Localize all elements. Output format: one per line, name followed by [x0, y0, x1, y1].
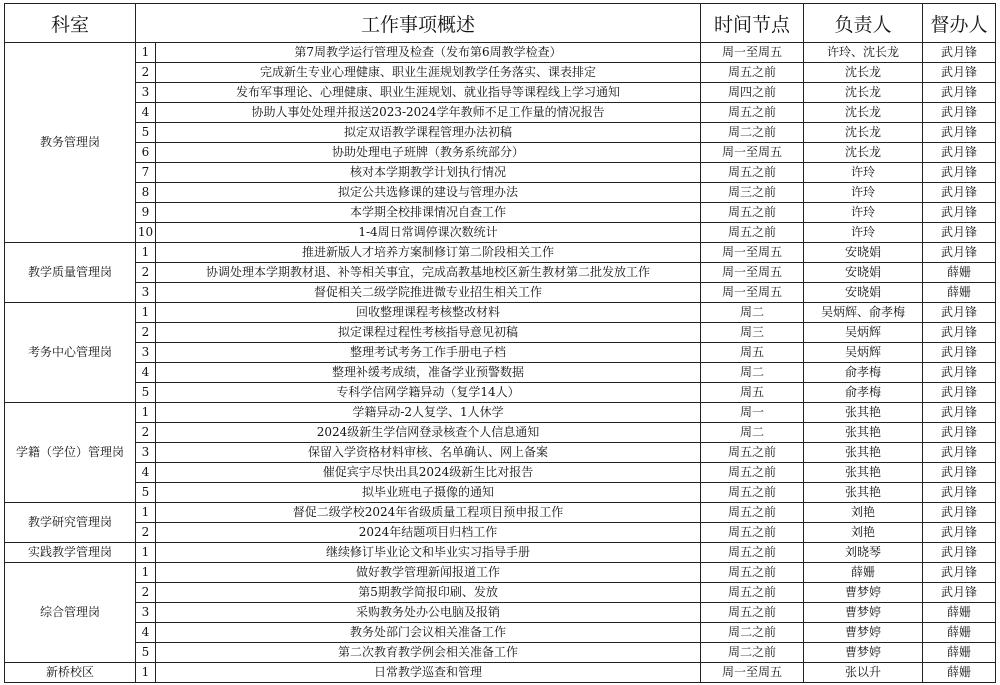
task-deadline: 周五: [701, 343, 804, 363]
task-supervisor: 薛姗: [923, 643, 996, 663]
task-owner: 安晓娟: [804, 243, 923, 263]
task-number: 1: [136, 243, 156, 263]
task-deadline: 周五之前: [701, 163, 804, 183]
table-row: [5, 403, 996, 423]
task-number: 5: [136, 643, 156, 663]
table-row: [5, 203, 996, 223]
department-name: 考务中心管理岗: [5, 303, 136, 403]
task-supervisor: 薛姗: [923, 283, 996, 303]
task-deadline: 周二之前: [701, 623, 804, 643]
task-deadline: 周一至周五: [701, 143, 804, 163]
task-deadline: 周五之前: [701, 543, 804, 563]
table-row: [5, 243, 996, 263]
task-owner: 许玲: [804, 183, 923, 203]
task-deadline: 周五之前: [701, 503, 804, 523]
task-supervisor: 武月锋: [923, 343, 996, 363]
table-row: [5, 463, 996, 483]
task-description: 日常教学巡查和管理: [156, 663, 701, 683]
task-description: 第5期教学简报印刷、发放: [156, 583, 701, 603]
task-owner: 刘晓琴: [804, 543, 923, 563]
task-description: 发布军事理论、心理健康、职业生涯规划、就业指导等课程线上学习通知: [156, 83, 701, 103]
task-supervisor: 武月锋: [923, 483, 996, 503]
task-owner: 沈长龙: [804, 103, 923, 123]
task-deadline: 周五之前: [701, 63, 804, 83]
header-time: 时间节点: [701, 4, 804, 43]
task-owner: 曹梦婷: [804, 623, 923, 643]
task-supervisor: 武月锋: [923, 563, 996, 583]
task-number: 5: [136, 123, 156, 143]
table-row: [5, 383, 996, 403]
department-name: 教学质量管理岗: [5, 243, 136, 303]
task-number: 2: [136, 323, 156, 343]
task-owner: 张其艳: [804, 443, 923, 463]
task-description: 教务处部门会议相关准备工作: [156, 623, 701, 643]
task-number: 7: [136, 163, 156, 183]
header-owner: 负责人: [804, 4, 923, 43]
task-owner: 沈长龙: [804, 83, 923, 103]
table-row: [5, 63, 996, 83]
task-deadline: 周二之前: [701, 643, 804, 663]
task-supervisor: 武月锋: [923, 223, 996, 243]
task-number: 5: [136, 383, 156, 403]
task-description: 推进新版人才培养方案制修订第二阶段相关工作: [156, 243, 701, 263]
task-description: 做好教学管理新闻报道工作: [156, 563, 701, 583]
task-owner: 许玲: [804, 163, 923, 183]
task-description: 第二次教育教学例会相关准备工作: [156, 643, 701, 663]
task-supervisor: 薛姗: [923, 623, 996, 643]
task-owner: 安晓娟: [804, 263, 923, 283]
task-supervisor: 武月锋: [923, 583, 996, 603]
task-number: 3: [136, 83, 156, 103]
task-description: 督促二级学校2024年省级质量工程项目预申报工作: [156, 503, 701, 523]
task-number: 2: [136, 523, 156, 543]
task-description: 保留入学资格材料审核、名单确认、网上备案: [156, 443, 701, 463]
task-owner: 俞孝梅: [804, 363, 923, 383]
task-description: 回收整理课程考核整改材料: [156, 303, 701, 323]
task-deadline: 周四之前: [701, 83, 804, 103]
task-supervisor: 武月锋: [923, 503, 996, 523]
table-row: [5, 443, 996, 463]
task-supervisor: 薛姗: [923, 603, 996, 623]
table-row: [5, 123, 996, 143]
task-supervisor: 武月锋: [923, 183, 996, 203]
task-description: 整理补缓考成绩，准备学业预警数据: [156, 363, 701, 383]
task-description: 本学期全校排课情况自查工作: [156, 203, 701, 223]
task-number: 2: [136, 263, 156, 283]
task-owner: 张其艳: [804, 463, 923, 483]
task-description: 1-4周日常调停课次数统计: [156, 223, 701, 243]
task-deadline: 周二: [701, 423, 804, 443]
table-row: [5, 583, 996, 603]
task-supervisor: 武月锋: [923, 383, 996, 403]
table-row: [5, 303, 996, 323]
task-description: 学籍异动-2人复学、1人休学: [156, 403, 701, 423]
department-name: 教务管理岗: [5, 43, 136, 243]
task-deadline: 周一至周五: [701, 663, 804, 683]
task-supervisor: 武月锋: [923, 443, 996, 463]
task-number: 1: [136, 543, 156, 563]
task-supervisor: 武月锋: [923, 103, 996, 123]
task-number: 1: [136, 503, 156, 523]
task-description: 2024年结题项目归档工作: [156, 523, 701, 543]
task-owner: 张其艳: [804, 483, 923, 503]
task-description: 拟定课程过程性考核指导意见初稿: [156, 323, 701, 343]
task-number: 1: [136, 663, 156, 683]
task-supervisor: 武月锋: [923, 463, 996, 483]
task-owner: 刘艳: [804, 523, 923, 543]
task-number: 1: [136, 43, 156, 63]
table-row: [5, 183, 996, 203]
task-description: 整理考试考务工作手册电子档: [156, 343, 701, 363]
task-description: 拟定双语教学课程管理办法初稿: [156, 123, 701, 143]
task-number: 3: [136, 443, 156, 463]
task-owner: 吴炳辉: [804, 323, 923, 343]
table-row: [5, 623, 996, 643]
table-row: [5, 543, 996, 563]
task-description: 拟毕业班电子摄像的通知: [156, 483, 701, 503]
department-name: 综合管理岗: [5, 563, 136, 663]
department-name: 教学研究管理岗: [5, 503, 136, 543]
task-supervisor: 武月锋: [923, 523, 996, 543]
task-description: 继续修订毕业论文和毕业实习指导手册: [156, 543, 701, 563]
task-deadline: 周三: [701, 323, 804, 343]
task-supervisor: 薛姗: [923, 663, 996, 683]
task-owner: 刘艳: [804, 503, 923, 523]
task-supervisor: 武月锋: [923, 63, 996, 83]
task-number: 2: [136, 423, 156, 443]
table-body: [5, 43, 996, 683]
task-supervisor: 武月锋: [923, 363, 996, 383]
table-row: [5, 483, 996, 503]
task-supervisor: 武月锋: [923, 143, 996, 163]
task-deadline: 周五之前: [701, 103, 804, 123]
task-supervisor: 武月锋: [923, 43, 996, 63]
task-number: 4: [136, 623, 156, 643]
task-number: 4: [136, 363, 156, 383]
task-description: 协调处理本学期教材退、补等相关事宜，完成高教基地校区新生教材第二批发放工作: [156, 263, 701, 283]
task-deadline: 周一至周五: [701, 243, 804, 263]
task-number: 1: [136, 563, 156, 583]
task-description: 协助人事处处理并报送2023-2024学年教师不足工作量的情况报告: [156, 103, 701, 123]
task-description: 2024级新生学信网登录核查个人信息通知: [156, 423, 701, 443]
task-owner: 沈长龙: [804, 63, 923, 83]
task-number: 1: [136, 403, 156, 423]
task-description: 协助处理电子班牌（教务系统部分）: [156, 143, 701, 163]
task-deadline: 周二之前: [701, 123, 804, 143]
task-owner: 张其艳: [804, 403, 923, 423]
task-supervisor: 薛姗: [923, 263, 996, 283]
task-deadline: 周一至周五: [701, 43, 804, 63]
task-description: 专科学信网学籍异动（复学14人）: [156, 383, 701, 403]
task-owner: 薛姗: [804, 563, 923, 583]
header-row: [5, 4, 996, 43]
task-description: 采购教务处办公电脑及报销: [156, 603, 701, 623]
table-row: [5, 223, 996, 243]
task-description: 核对本学期教学计划执行情况: [156, 163, 701, 183]
task-supervisor: 武月锋: [923, 403, 996, 423]
task-deadline: 周五之前: [701, 203, 804, 223]
task-deadline: 周一: [701, 403, 804, 423]
task-supervisor: 武月锋: [923, 423, 996, 443]
task-number: 6: [136, 143, 156, 163]
task-number: 5: [136, 483, 156, 503]
task-number: 8: [136, 183, 156, 203]
task-owner: 许玲、沈长龙: [804, 43, 923, 63]
task-supervisor: 武月锋: [923, 123, 996, 143]
task-deadline: 周二: [701, 363, 804, 383]
task-owner: 曹梦婷: [804, 583, 923, 603]
task-owner: 张以升: [804, 663, 923, 683]
task-number: 1: [136, 303, 156, 323]
table-row: [5, 643, 996, 663]
task-deadline: 周一至周五: [701, 283, 804, 303]
table-row: [5, 263, 996, 283]
task-number: 2: [136, 63, 156, 83]
task-owner: 曹梦婷: [804, 603, 923, 623]
task-supervisor: 武月锋: [923, 163, 996, 183]
header-supervisor: 督办人: [923, 4, 996, 43]
task-owner: 曹梦婷: [804, 643, 923, 663]
table-row: [5, 563, 996, 583]
header-task: 工作事项概述: [136, 4, 701, 43]
task-supervisor: 武月锋: [923, 243, 996, 263]
task-owner: 沈长龙: [804, 123, 923, 143]
task-number: 3: [136, 283, 156, 303]
table-row: [5, 163, 996, 183]
task-deadline: 周五: [701, 383, 804, 403]
table-row: [5, 363, 996, 383]
task-description: 第7周教学运行管理及检查（发布第6周教学检查）: [156, 43, 701, 63]
task-deadline: 周五之前: [701, 223, 804, 243]
task-number: 9: [136, 203, 156, 223]
table-row: [5, 503, 996, 523]
department-name: 学籍（学位）管理岗: [5, 403, 136, 503]
task-deadline: 周二: [701, 303, 804, 323]
task-owner: 许玲: [804, 203, 923, 223]
table-row: [5, 83, 996, 103]
task-owner: 许玲: [804, 223, 923, 243]
task-number: 2: [136, 583, 156, 603]
task-deadline: 周五之前: [701, 523, 804, 543]
work-schedule-table: [4, 3, 996, 683]
task-supervisor: 武月锋: [923, 203, 996, 223]
task-deadline: 周五之前: [701, 603, 804, 623]
task-description: 拟定公共选修课的建设与管理办法: [156, 183, 701, 203]
task-deadline: 周五之前: [701, 563, 804, 583]
task-number: 3: [136, 603, 156, 623]
task-deadline: 周五之前: [701, 463, 804, 483]
department-name: 新桥校区: [5, 663, 136, 683]
table-row: [5, 43, 996, 63]
task-deadline: 周三之前: [701, 183, 804, 203]
task-owner: 安晓娟: [804, 283, 923, 303]
task-deadline: 周一至周五: [701, 263, 804, 283]
task-deadline: 周五之前: [701, 583, 804, 603]
task-deadline: 周五之前: [701, 443, 804, 463]
task-owner: 俞孝梅: [804, 383, 923, 403]
task-supervisor: 武月锋: [923, 323, 996, 343]
table-row: [5, 283, 996, 303]
task-owner: 张其艳: [804, 423, 923, 443]
table-row: [5, 103, 996, 123]
table-row: [5, 143, 996, 163]
task-supervisor: 武月锋: [923, 83, 996, 103]
task-description: 督促相关二级学院推进微专业招生相关工作: [156, 283, 701, 303]
task-number: 10: [136, 223, 156, 243]
table-row: [5, 323, 996, 343]
table-row: [5, 523, 996, 543]
table-row: [5, 663, 996, 683]
task-description: 完成新生专业心理健康、职业生涯规划教学任务落实、课表排定: [156, 63, 701, 83]
task-number: 4: [136, 463, 156, 483]
table-row: [5, 343, 996, 363]
task-number: 4: [136, 103, 156, 123]
table-row: [5, 603, 996, 623]
task-owner: 吴炳辉、俞孝梅: [804, 303, 923, 323]
task-owner: 吴炳辉: [804, 343, 923, 363]
department-name: 实践教学管理岗: [5, 543, 136, 563]
task-owner: 沈长龙: [804, 143, 923, 163]
task-supervisor: 武月锋: [923, 303, 996, 323]
table-row: [5, 423, 996, 443]
task-number: 3: [136, 343, 156, 363]
header-dept: 科室: [5, 4, 136, 43]
task-deadline: 周五之前: [701, 483, 804, 503]
task-supervisor: 武月锋: [923, 543, 996, 563]
task-description: 催促宾宇尽快出具2024级新生比对报告: [156, 463, 701, 483]
